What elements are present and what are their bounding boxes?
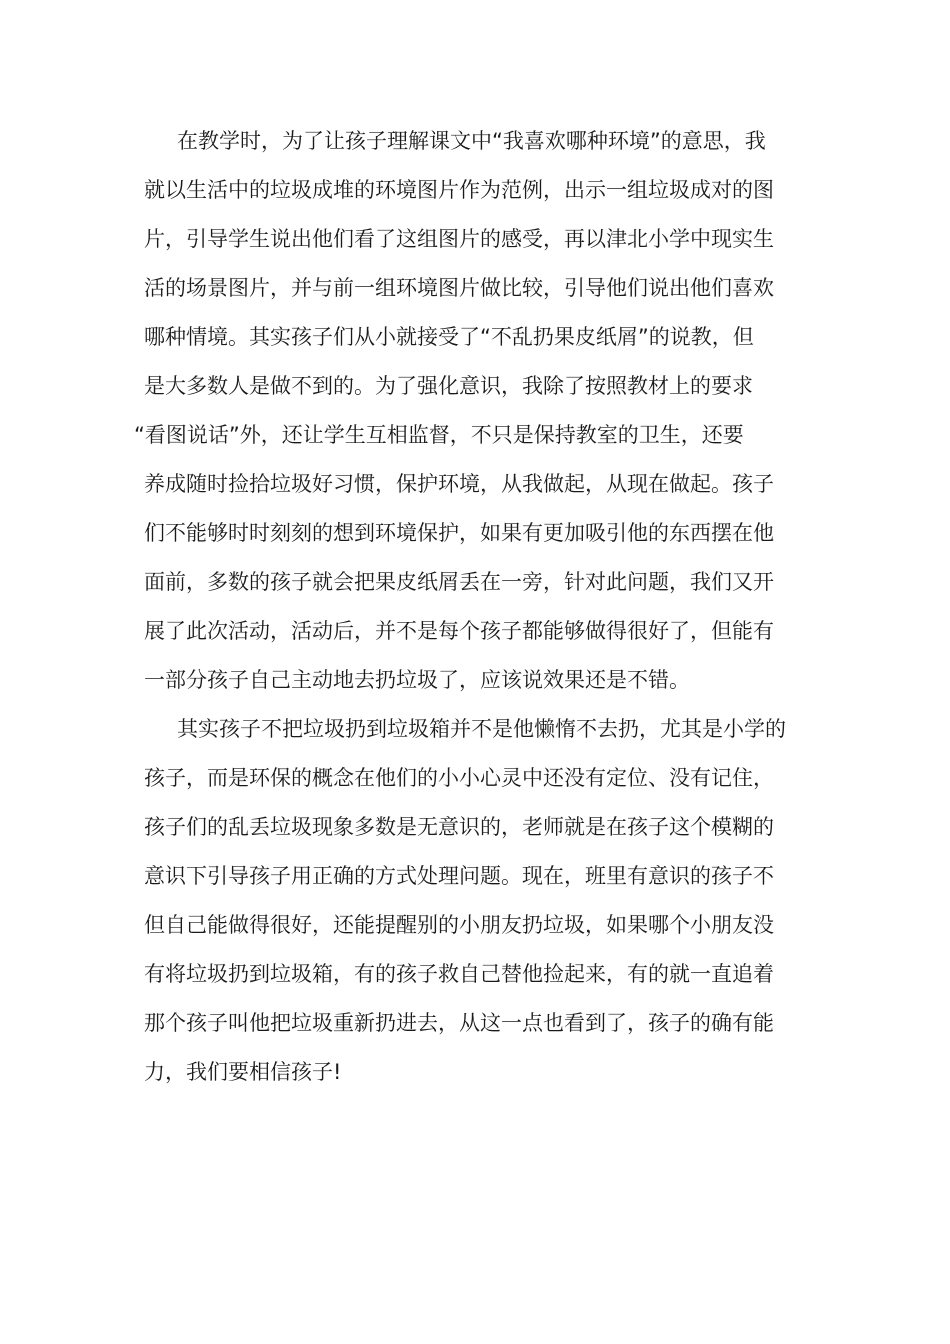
- text-line: 但自己能做得很好，还能提醒别的小朋友扔垃圾，如果哪个小朋友没: [144, 913, 774, 937]
- text-line: 面前，多数的孩子就会把果皮纸屑丢在一旁，针对此问题，我们又开: [144, 570, 774, 594]
- text-line: 在教学时，为了让孩子理解课文中“我喜欢哪种环境”的意思，我: [177, 129, 766, 153]
- text-line: 们不能够时时刻刻的想到环境保护，如果有更加吸引他的东西摆在他: [144, 521, 774, 545]
- text-line: “看图说话”外，还让学生互相监督，不只是保持教室的卫生，还要: [134, 423, 744, 447]
- text-line: 孩子们的乱丢垃圾现象多数是无意识的，老师就是在孩子这个模糊的: [144, 815, 774, 839]
- text-line: 那个孩子叫他把垃圾重新扔进去，从这一点也看到了，孩子的确有能: [144, 1011, 774, 1035]
- text-line: 展了此次活动，活动后，并不是每个孩子都能够做得很好了，但能有: [144, 619, 774, 643]
- text-line: 哪种情境。其实孩子们从小就接受了“不乱扔果皮纸屑”的说教，但: [144, 325, 754, 349]
- paragraph-2: [144, 705, 806, 1097]
- text-line: 意识下引导孩子用正确的方式处理问题。现在，班里有意识的孩子不: [144, 864, 774, 888]
- text-line: 一部分孩子自己主动地去扔垃圾了，应该说效果还是不错。: [144, 668, 690, 692]
- text-line: 力，我们要相信孩子!: [144, 1060, 342, 1084]
- text-line: 有将垃圾扔到垃圾箱，有的孩子救自己替他捡起来，有的就一直追着: [144, 962, 774, 986]
- paragraph-1: [134, 117, 806, 705]
- document-body: [134, 117, 806, 1097]
- text-line: 孩子，而是环保的概念在他们的小小心灵中还没有定位、没有记住，: [144, 766, 774, 790]
- text-line: 其实孩子不把垃圾扔到垃圾箱并不是他懒惰不去扔，尤其是小学的: [177, 717, 786, 741]
- text-line: 是大多数人是做不到的。为了强化意识，我除了按照教材上的要求: [144, 374, 753, 398]
- text-line: 片，引导学生说出他们看了这组图片的感受，再以津北小学中现实生: [144, 227, 774, 251]
- text-line: 就以生活中的垃圾成堆的环境图片作为范例，出示一组垃圾成对的图: [144, 178, 774, 202]
- text-line: 活的场景图片，并与前一组环境图片做比较，引导他们说出他们喜欢: [144, 276, 774, 300]
- text-line: 养成随时捡拾垃圾好习惯，保护环境，从我做起，从现在做起。孩子: [144, 472, 774, 496]
